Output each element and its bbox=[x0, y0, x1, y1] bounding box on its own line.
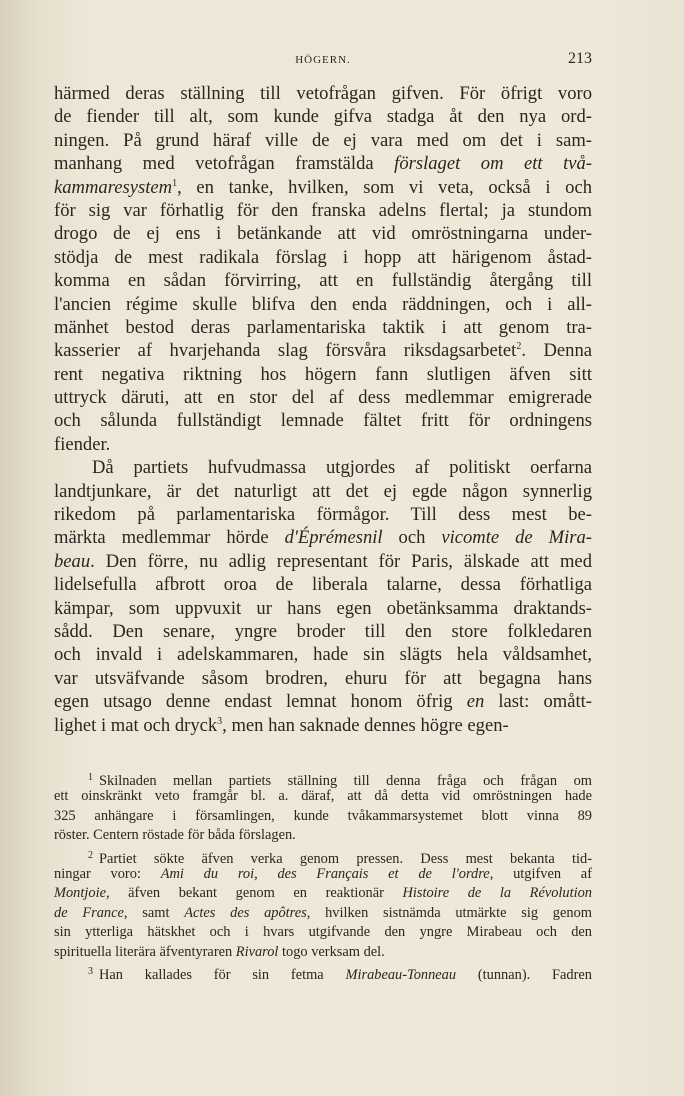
main-text bbox=[54, 82, 592, 737]
page-header bbox=[54, 50, 592, 74]
text-line: var utsväfvande såsom brodren, ehuru för att begagna hans bbox=[54, 667, 592, 689]
footnote-line: röster. Centern röstade för båda förslagen. bbox=[54, 827, 296, 844]
italic-text: Mirabeau-Tonneau bbox=[345, 966, 457, 983]
text-line: märkta medlemmar hörde d'Éprémesnil och vicomte de Mira- bbox=[54, 527, 592, 549]
italic-text: Actes des apôtres bbox=[184, 904, 307, 921]
text-line: och invald i adelskammaren, hade sin slägts hela våldsamhet, bbox=[54, 644, 592, 666]
text-line: lighet i mat och dryck$^3$, men han saknade dennes högre egen- bbox=[54, 714, 509, 736]
running-title: HÖGERN. bbox=[295, 54, 351, 66]
footnote-line: spirituella literära äfventyraren Rivarol togo verksam del. bbox=[54, 943, 385, 960]
text-line: kämpar, som uppvuxit ur hans egen obetänksamma draktands- bbox=[54, 597, 592, 619]
footnote-line: Montjoie, äfven bekant genom en reaktionär Histoire de la Révolution bbox=[54, 885, 592, 902]
text-line: de fiender till alt, som kunde gifva stadga åt den nya ord- bbox=[54, 106, 592, 128]
text-line: egen utsago denne endast lemnat honom öfrig en last: omått- bbox=[54, 691, 592, 713]
text-line: komma en sådan förvirring, att en fullständig återgång till bbox=[54, 270, 592, 292]
text-line: beau. Den förre, nu adlig representant för Paris, älskade att med bbox=[54, 550, 592, 572]
footnote-line: sin ytterliga hätskhet och i hvars utgifvande den yngre Mirabeau och den bbox=[54, 924, 592, 941]
italic-text: de France bbox=[54, 904, 124, 921]
italic-text: Rivarol bbox=[235, 943, 279, 960]
footnote-number: 3 bbox=[88, 965, 93, 977]
text-line: rent negativa riktning hos högern fann slutligen äfven sitt bbox=[54, 363, 592, 385]
italic-text: kammaresystem bbox=[54, 176, 173, 198]
italic-text: d'Éprémesnil bbox=[284, 527, 383, 549]
text-line: härmed deras ställning till vetofrågan gifven. För öfrigt voro bbox=[54, 83, 592, 104]
text-line: manhang med vetofrågan framstälda förslaget om ett två- bbox=[54, 153, 592, 175]
footnote-number: 2 bbox=[88, 849, 93, 861]
text-line: uttryck däruti, att en stor del af dess medlemmar emigrerade bbox=[54, 387, 592, 409]
footnote-line: ett oinskränkt veto framgår bl. a. däraf, att då detta vid omröstningen hade bbox=[54, 788, 592, 805]
footnote-reference: 1 bbox=[172, 177, 178, 189]
footnote-line: 325 anhängare i församlingen, kunde tvåkammarsystemet blott vinna 89 bbox=[54, 807, 592, 824]
italic-text: vicomte de Mira- bbox=[441, 527, 592, 549]
text-line: landtjunkare, är det naturligt att det ej egde någon synnerlig bbox=[54, 480, 592, 502]
footnote-line: $^1$ Skilnaden mellan partiets ställning till denna fråga och frågan om bbox=[88, 772, 592, 789]
text-line: rikedom på parlamentariska förmågor. Till dess mest be- bbox=[54, 504, 592, 526]
footnote-line: ningar voro: Ami du roi, des Français et de l'ordre, utgifven af bbox=[54, 865, 592, 882]
text-line: stödja de mest radikala förslag i hopp att härigenom åstad- bbox=[54, 246, 592, 268]
italic-text: Montjoie bbox=[54, 885, 106, 902]
italic-text: Histoire de la Révolution bbox=[402, 885, 592, 902]
footnote-line: $^3$ Han kallades för sin fetma Mirabeau-Tonneau (tunnan). Fadren bbox=[88, 965, 592, 983]
footnote-number: 1 bbox=[88, 772, 93, 783]
italic-text: Ami du roi, des Français et de l'ordre bbox=[160, 865, 490, 882]
text-line: Då partiets hufvudmassa utgjordes af politiskt oerfarna bbox=[92, 457, 592, 479]
text-line: fiender. bbox=[54, 433, 111, 455]
text-line: drogo de ej ens i betänkande att vid omröstningarna under- bbox=[54, 223, 592, 245]
text-line: kammaresystem$^1$, en tanke, hvilken, som vi veta, också i och bbox=[54, 176, 592, 198]
text-line: kasserier af hvarjehanda slag försvåra riksdagsarbetet$^2$. Denna bbox=[54, 340, 592, 362]
footnote-reference: 3 bbox=[217, 715, 223, 727]
page-number: 213 bbox=[568, 50, 592, 67]
text-line: för sig var förhatlig för den franska adelns flertal; ja stundom bbox=[54, 199, 592, 221]
text-line: mänhet bestod deras parlamentariska taktik i att genom tra- bbox=[54, 316, 592, 338]
text-line: lidelsefulla afbrott oroa de liberala talarne, dessa förhatliga bbox=[54, 574, 592, 596]
footnotes bbox=[54, 768, 592, 981]
italic-text: en bbox=[466, 691, 485, 713]
footnote-line: de France, samt Actes des apôtres, hvilken sistnämda utmärkte sig genom bbox=[54, 904, 592, 921]
text-line: sådd. Den senare, yngre broder till den store folkledaren bbox=[54, 620, 592, 642]
text-line: ningen. På grund häraf ville de ej vara med om det i sam- bbox=[54, 129, 592, 151]
italic-text: beau bbox=[54, 550, 91, 572]
text-line: l'ancien régime skulle blifva den enda räddningen, och i all- bbox=[54, 293, 592, 315]
italic-text: förslaget om ett två- bbox=[394, 153, 592, 175]
text-line: och sålunda fullständigt lemnade fältet fritt för ordningens bbox=[54, 410, 592, 432]
footnote-line: $^2$ Partiet sökte äfven verka genom pressen. Dess mest bekanta tid- bbox=[88, 849, 592, 867]
footnote-reference: 2 bbox=[516, 341, 522, 353]
